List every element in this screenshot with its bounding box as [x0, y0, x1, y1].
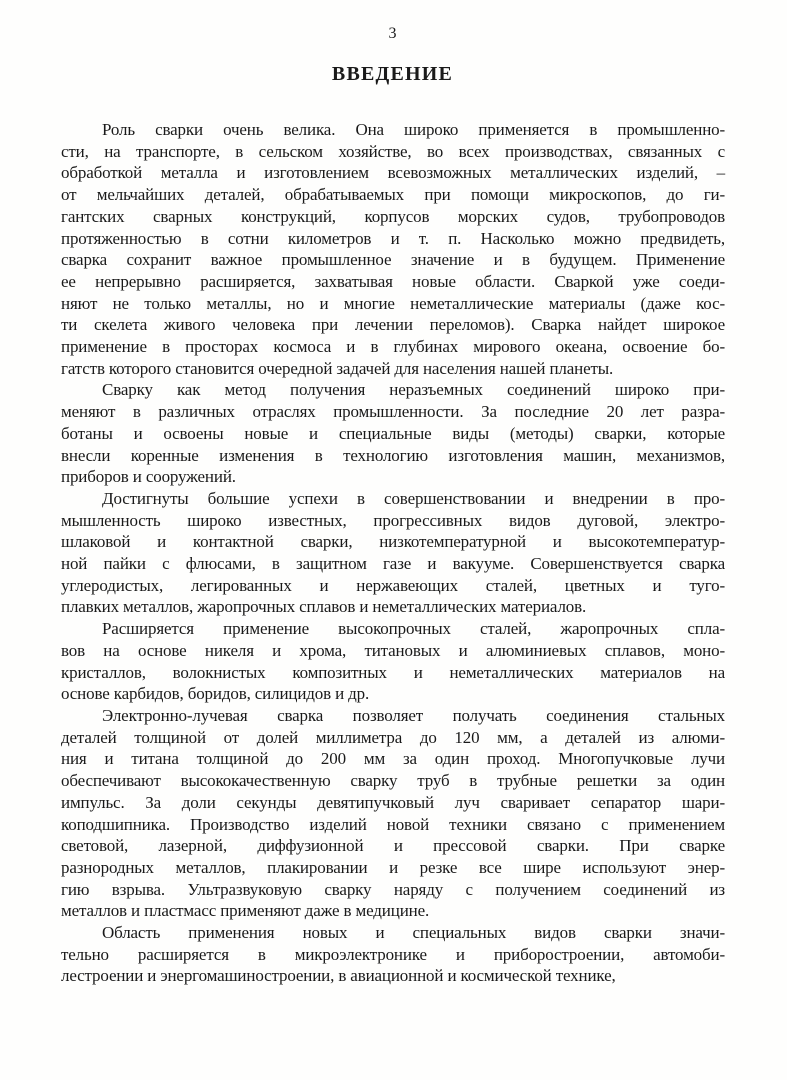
paragraph [61, 618, 725, 705]
text-line: основе карбидов, боридов, силицидов и др. [61, 684, 370, 704]
text-line: деталей толщиной от долей миллиметра до 120 мм, а деталей из алюми- [61, 727, 725, 747]
text-line: от мельчайших деталей, обрабатываемых при помощи микроскопов, до ги- [61, 185, 725, 205]
text-line: импульс. За доли секунды девятипучковый луч сваривает сепаратор шари- [61, 792, 725, 812]
text-line: обеспечивают высококачественную сварку труб в трубные решетки за один [61, 771, 725, 791]
text-line: Достигнуты большие успехи в совершенствовании и внедрении в про- [102, 488, 725, 508]
text-line: тельно расширяется в микроэлектронике и приборостроении, автомоби- [61, 944, 725, 964]
text-line: мышленность широко известных, прогрессивных видов дуговой, электро- [61, 510, 725, 530]
text-line: металлов и пластмасс применяют даже в медицине. [61, 901, 430, 921]
text-line: шлаковой и контактной сварки, низкотемпературной и высокотемператур- [61, 532, 725, 552]
text-line: лестроении и энергомашиностроении, в авиационной и космической технике, [61, 966, 616, 986]
text-line: Электронно-лучевая сварка позволяет получать соединения стальных [102, 705, 725, 725]
text-line: протяженностью в сотни километров и т. п. Насколько можно предвидеть, [61, 228, 725, 248]
paragraph [61, 922, 725, 987]
text-line: углеродистых, легированных и нержавеющих сталей, цветных и туго- [61, 575, 725, 595]
text-line: Роль сварки очень велика. Она широко применяется в промышленно- [102, 120, 725, 139]
section-heading: ВВЕДЕНИЕ [331, 63, 454, 85]
paragraph [61, 705, 725, 922]
text-line: Область применения новых и специальных видов сварки значи- [102, 923, 725, 943]
text-line: ния и титана толщиной до 200 мм за один проход. Многопучковые лучи [61, 749, 725, 769]
text-line: вов на основе никеля и хрома, титановых и алюминиевых сплавов, моно- [61, 640, 725, 660]
text-line: сти, на транспорте, в сельском хозяйстве, во всех производствах, связанных с [61, 141, 725, 161]
text-line: применение в просторах космоса и в глубинах мирового океана, освоение бо- [61, 337, 725, 357]
text-line: световой, лазерной, диффузионной и прессовой сварки. При сварке [61, 836, 725, 856]
text-line: ти скелета живого человека при лечении переломов). Сварка найдет широкое [61, 315, 725, 335]
body-text [61, 119, 725, 987]
text-line: гантских сварных конструкций, корпусов морских судов, трубопроводов [61, 206, 725, 226]
text-line: Расширяется применение высокопрочных сталей, жаропрочных спла- [102, 619, 725, 639]
text-line: коподшипника. Производство изделий новой техники связано с применением [61, 814, 725, 834]
text-line: ной пайки с флюсами, в защитном газе и вакууме. Совершенствуется сварка [61, 554, 725, 574]
text-line: обработкой металла и изготовлением всевозможных металлических изделий, – [61, 163, 725, 183]
text-line: плавких металлов, жаропрочных сплавов и неметаллических материалов. [61, 597, 587, 617]
text-line: внесли коренные изменения в технологию изготовления машин, механизмов, [61, 445, 725, 465]
text-line: гатств которого становится очередной задачей для населения нашей планеты. [61, 358, 614, 378]
text-line: приборов и сооружений. [61, 467, 236, 487]
text-line: сварка сохранит важное промышленное значение и в будущем. Применение [61, 250, 725, 270]
text-line: няют не только металлы, но и многие неметаллические материалы (даже кос- [61, 293, 725, 313]
text-line: разнородных металлов, плакировании и резке все шире используют энер- [61, 857, 725, 877]
text-line: Сварку как метод получения неразъемных соединений широко при- [102, 380, 725, 400]
page-number: 3 [388, 25, 397, 42]
paragraph [61, 119, 725, 379]
text-line: меняют в различных отраслях промышленности. За последние 20 лет разра- [61, 402, 725, 422]
text-line: ботаны и освоены новые и специальные виды (методы) сварки, которые [61, 423, 725, 443]
paragraph [61, 488, 725, 618]
paragraph [61, 379, 725, 488]
text-line: кристаллов, волокнистых композитных и неметаллических материалов на [61, 662, 725, 682]
text-line: ее непрерывно расширяется, захватывая новые области. Сваркой уже соеди- [61, 271, 725, 291]
text-line: гию взрыва. Ультразвуковую сварку наряду с получением соединений из [61, 879, 725, 899]
